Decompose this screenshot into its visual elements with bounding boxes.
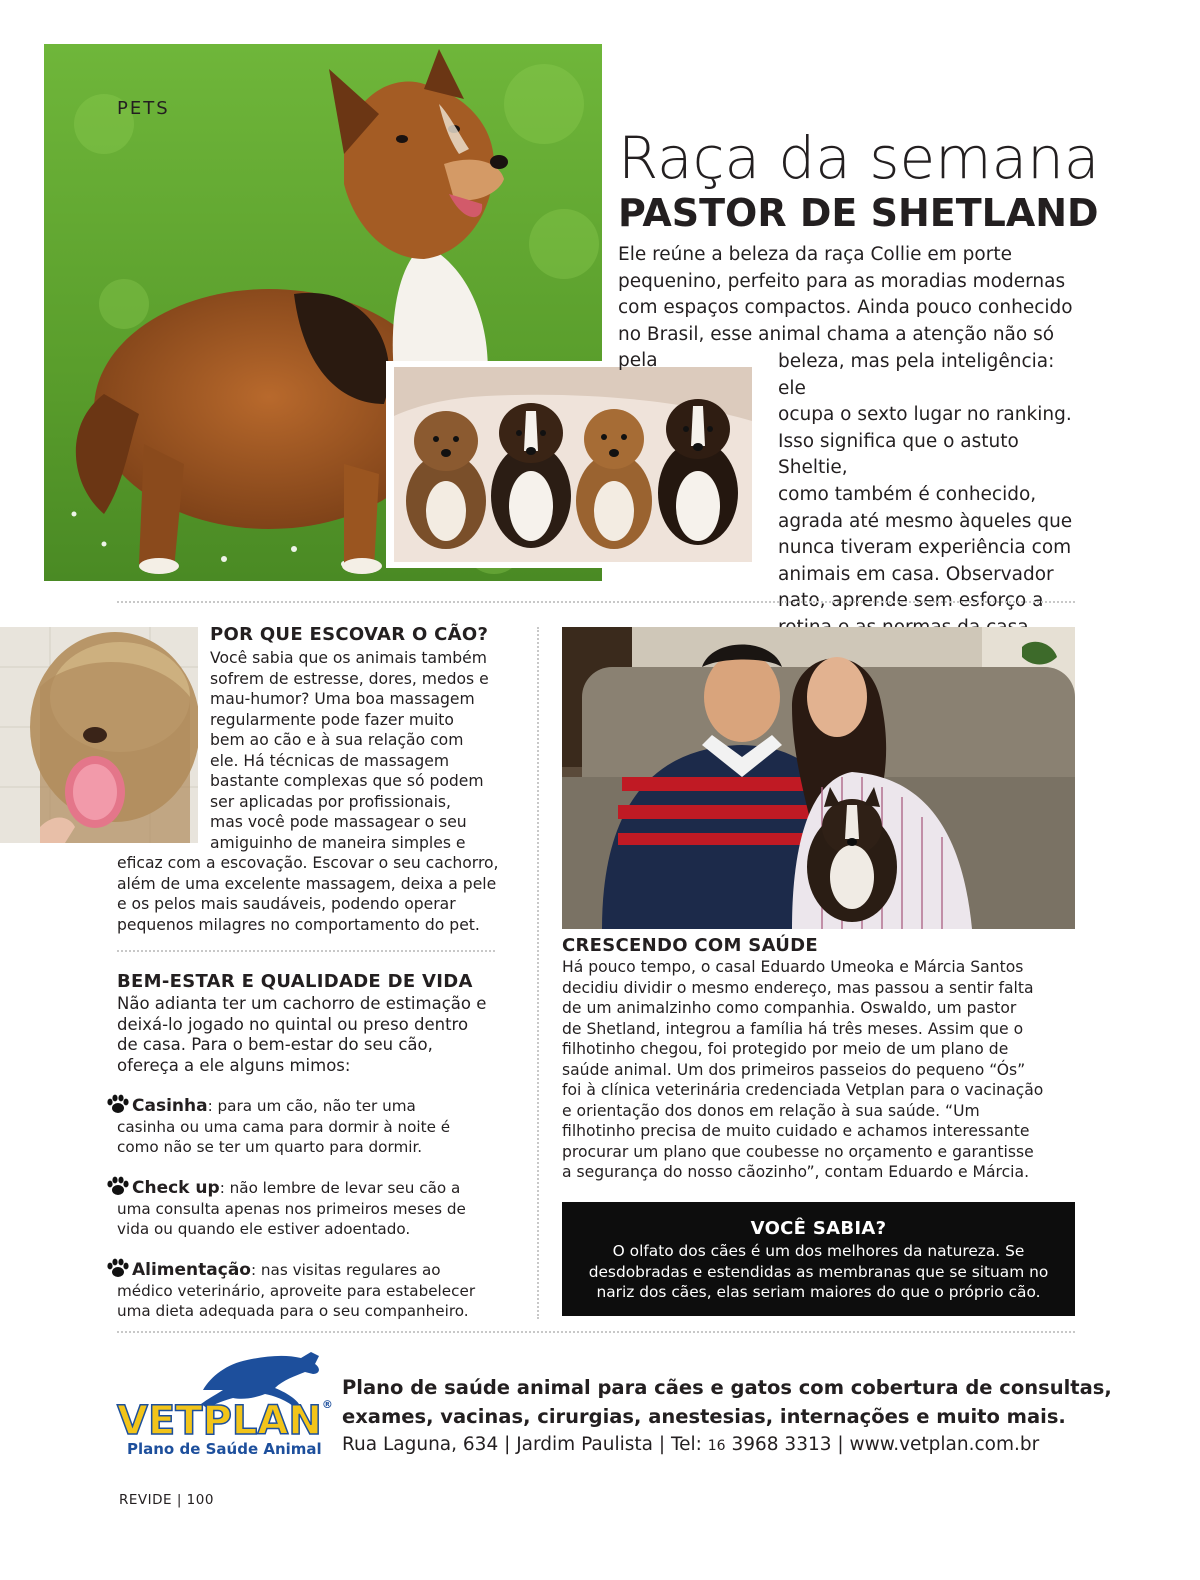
- divider: [117, 1331, 1075, 1333]
- ad-address-text: Rua Laguna, 634 | Jardim Paulista | Tel:: [342, 1434, 708, 1455]
- puppies-photo: [386, 361, 759, 568]
- item-text: uma dieta adequada para o seu companheiro.: [117, 1302, 469, 1320]
- divider: [117, 950, 495, 952]
- item-text: : para um cão, não ter uma: [207, 1097, 416, 1115]
- brushing-line: sofrem de estresse, dores, medos e: [210, 669, 489, 688]
- did-you-know-line: desdobradas e estendidas as membranas que se situam no: [588, 1262, 1049, 1281]
- growing-line: e orientação dos donos em relação à sua saúde. “Um: [562, 1101, 980, 1120]
- brushing-line: bem ao cão e à sua relação com: [210, 731, 464, 749]
- ad-line-2: exames, vacinas, cirurgias, anestesias, internações e muito mais.: [342, 1405, 1066, 1428]
- item-text: casinha ou uma cama para dormir à noite é: [117, 1117, 451, 1136]
- vetplan-logo: [115, 1348, 333, 1460]
- did-you-know-line: O olfato dos cães é um dos melhores da natureza. Se: [612, 1242, 1025, 1260]
- intro-line: com espaços compactos. Ainda pouco conhecido: [618, 297, 1073, 319]
- growing-line: decidiu dividir o mesmo endereço, mas passou a sentir falta: [562, 978, 1034, 997]
- logo-mark: ®: [321, 1398, 333, 1411]
- intro-line: ocupa o sexto lugar no ranking.: [778, 404, 1072, 426]
- growing-line: procurar um plano que coubesse no orçamento e garantisse: [562, 1142, 1034, 1161]
- item-label: Check up: [132, 1178, 220, 1198]
- brushing-line: Você sabia que os animais também: [210, 649, 487, 667]
- ad-area-code: 16: [707, 1438, 726, 1454]
- intro-line: como também é conhecido,: [778, 483, 1037, 505]
- growing-line: filhotinho precisa de muito cuidado e achamos interessante: [562, 1122, 1030, 1140]
- growing-line: foi à clínica veterinária credenciada Vetplan para o vacinação: [562, 1081, 1044, 1099]
- intro-line: Ele reúne a beleza da raça Collie em porte: [618, 244, 1012, 265]
- page-footer: REVIDE | 100: [119, 1492, 214, 1508]
- paw-icon: [106, 1094, 130, 1114]
- brushing-line: além de uma excelente massagem, deixa a pele: [117, 874, 497, 893]
- brushing-title: POR QUE ESCOVAR O CÃO?: [210, 624, 489, 645]
- wellbeing-line: deixá-lo jogado no quintal ou preso dentro: [117, 1014, 469, 1034]
- intro-line: beleza, mas pela inteligência: ele: [778, 351, 1055, 399]
- item-label: Alimentação: [132, 1260, 251, 1280]
- wellbeing-text: [117, 994, 507, 1076]
- wellbeing-line: Não adianta ter um cachorro de estimação e: [117, 994, 487, 1013]
- item-text: uma consulta apenas nos primeiros meses de: [117, 1199, 466, 1218]
- growing-line: de Shetland, integrou a família há três meses. Assim que o: [562, 1019, 1024, 1038]
- intro-line: animais em casa. Observador: [778, 563, 1054, 585]
- list-item: [106, 1094, 506, 1158]
- wellbeing-line: ofereça a ele alguns mimos:: [117, 1055, 351, 1075]
- did-you-know-box: [562, 1202, 1075, 1316]
- intro-text-narrow: [778, 349, 1078, 642]
- did-you-know-line: nariz dos cães, elas seriam maiores do que o próprio cão.: [596, 1283, 1041, 1301]
- wellbeing-title: BEM-ESTAR E QUALIDADE DE VIDA: [117, 971, 473, 992]
- section-label: PETS: [117, 98, 170, 119]
- did-you-know-text: [562, 1241, 1075, 1303]
- couple-photo: [562, 627, 1075, 929]
- paw-icon: [106, 1176, 130, 1196]
- brushing-text-wide: [117, 853, 517, 935]
- brushing-line: mau-humor? Uma boa massagem: [210, 690, 475, 708]
- ad-line-1: Plano de saúde animal para cães e gatos com cobertura de consultas,: [342, 1376, 1112, 1399]
- growing-line: saúde animal. Um dos primeiros passeios do pequeno “Ós”: [562, 1060, 1026, 1079]
- page-title: Raça da semana: [618, 124, 1100, 192]
- logo-name: [117, 1398, 333, 1444]
- brushing-line: pequenos milagres no comportamento do pet.: [117, 915, 480, 934]
- item-text: : não lembre de levar seu cão a: [219, 1179, 461, 1197]
- page-subtitle: PASTOR DE SHETLAND: [618, 191, 1099, 235]
- ad-address: [342, 1434, 1039, 1455]
- item-text: vida ou quando ele estiver adoentado.: [117, 1220, 411, 1238]
- list-item: [106, 1176, 506, 1240]
- intro-line: nunca tiveram experiência com: [778, 537, 1072, 559]
- intro-line: Isso significa que o astuto Sheltie,: [778, 430, 1019, 479]
- growing-title: CRESCENDO COM SAÚDE: [562, 935, 818, 956]
- logo-name-text: VETPLAN: [117, 1398, 322, 1444]
- wellbeing-line: de casa. Para o bem-estar do seu cão,: [117, 1035, 433, 1054]
- item-text: : nas visitas regulares ao: [250, 1261, 441, 1279]
- growing-text: [562, 957, 1077, 1183]
- did-you-know-title: VOCÊ SABIA?: [750, 1218, 887, 1239]
- growing-line: Há pouco tempo, o casal Eduardo Umeoka e Márcia Santos: [562, 958, 1024, 976]
- brushing-line: ele. Há técnicas de massagem: [210, 751, 450, 770]
- brushing-photo: [0, 627, 198, 843]
- ad-phone: 3968 3313 | www.vetplan.com.br: [725, 1434, 1040, 1455]
- brushing-line: mas você pode massagear o seu: [210, 813, 467, 831]
- item-text: como não se ter um quarto para dormir.: [117, 1138, 423, 1156]
- intro-line: nato, aprende sem esforço a: [778, 590, 1044, 612]
- growing-line: de um animalzinho como companhia. Oswaldo, um pastor: [562, 999, 1017, 1017]
- list-item: [106, 1258, 506, 1322]
- brushing-line: e os pelos mais saudáveis, podendo operar: [117, 895, 456, 913]
- growing-line: a segurança do nosso cãozinho”, contam Eduardo e Márcia.: [562, 1163, 1030, 1181]
- brushing-line: ser aplicadas por profissionais,: [210, 792, 451, 811]
- brushing-line: amiguinho de maneira simples e: [210, 833, 466, 852]
- item-text: médico veterinário, aproveite para estabelecer: [117, 1281, 476, 1300]
- intro-line: agrada até mesmo àqueles que: [778, 510, 1073, 532]
- brushing-line: regularmente pode fazer muito: [210, 710, 454, 729]
- brushing-line: eficaz com a escovação. Escovar o seu cachorro,: [117, 854, 499, 872]
- intro-line: no Brasil, esse animal chama a atenção não só pela: [618, 323, 1055, 372]
- item-label: Casinha: [132, 1096, 208, 1116]
- divider: [117, 601, 1075, 603]
- paw-icon: [106, 1258, 130, 1278]
- logo-tagline: Plano de Saúde Animal: [127, 1440, 322, 1458]
- growing-line: filhotinho chegou, foi protegido por meio de um plano de: [562, 1040, 1009, 1058]
- brushing-line: bastante complexas que só podem: [210, 772, 484, 790]
- column-divider: [537, 627, 539, 1319]
- brushing-text: [210, 648, 500, 853]
- intro-line: pequenino, perfeito para as moradias modernas: [618, 270, 1066, 292]
